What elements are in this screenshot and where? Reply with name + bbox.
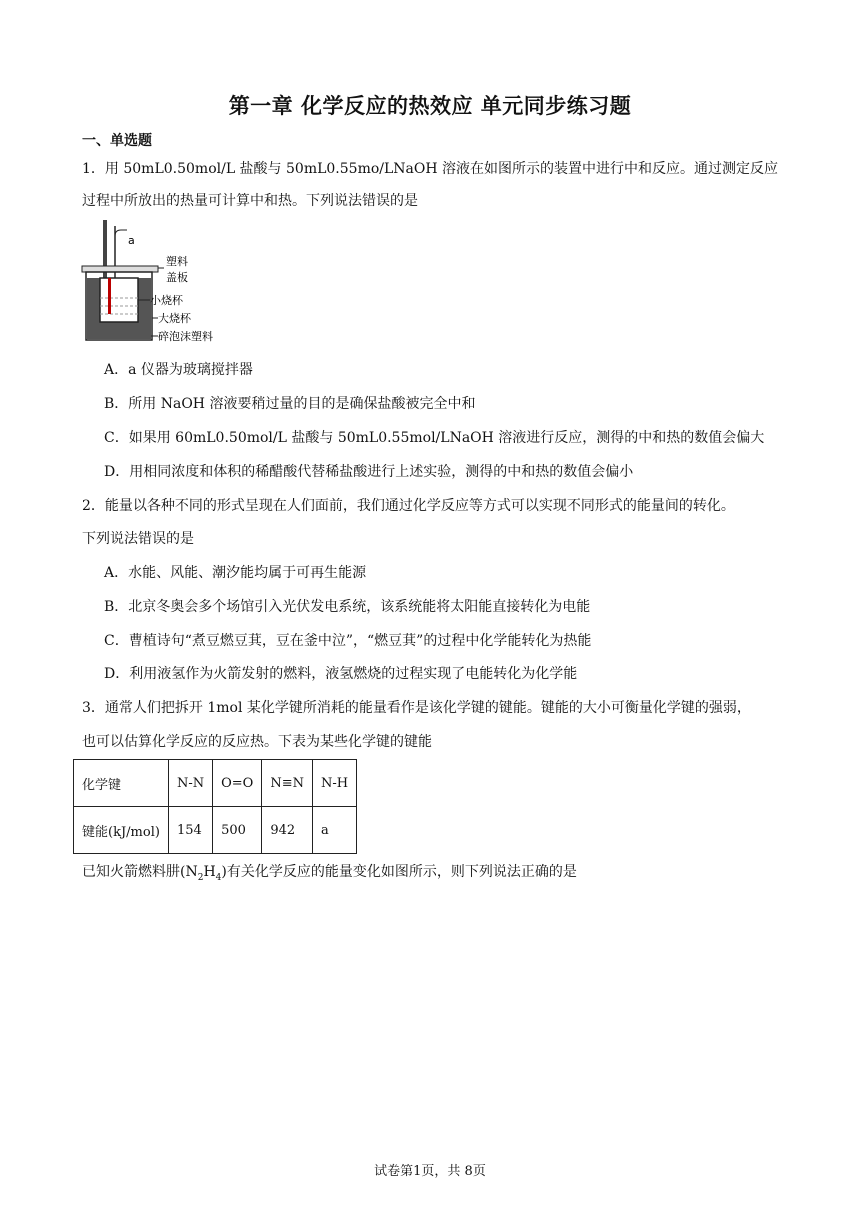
figure-label-lid2: 盖板 (166, 271, 188, 284)
q2-option-a: A．水能、风能、潮汐能均属于可再生能源 (104, 565, 367, 581)
thermometer-bulb-icon (108, 278, 111, 314)
q2-option-c: C．曹植诗句“煮豆燃豆萁，豆在釜中泣”，“燃豆萁”的过程中化学能转化为热能 (104, 633, 592, 649)
figure-label-foam: 碎泡沫塑料 (158, 330, 213, 343)
figure-label-lid1: 塑料 (166, 255, 188, 268)
q1-option-c: C．如果用 60mL0.50mol/L 盐酸与 50mL0.55mol/LNaOH 溶液进行反应，测得的中和热的数值会偏大 (104, 430, 765, 446)
q1-stem-line2: 过程中所放出的热量可计算中和热。下列说法错误的是 (82, 193, 418, 209)
figure-label-small-beaker: 小烧杯 (150, 294, 183, 307)
table-cell: 键能(kJ/mol) (74, 807, 169, 854)
section-heading: 一、单选题 (82, 133, 152, 149)
q1-option-d: D．用相同浓度和体积的稀醋酸代替稀盐酸进行上述实验，测得的中和热的数值会偏小 (104, 464, 634, 480)
figure-label-large-beaker: 大烧杯 (158, 312, 191, 325)
hydrazine-formula: $N_2H_4$ (185, 864, 222, 883)
table-cell: 154 (168, 807, 212, 854)
small-beaker-icon (100, 278, 138, 322)
table-cell: 942 (262, 807, 313, 854)
table-cell: 化学键 (74, 760, 169, 807)
q2-stem-line2: 下列说法错误的是 (82, 531, 194, 547)
table-cell: a (312, 807, 356, 854)
q2-stem-line1: 2．能量以各种不同的形式呈现在人们面前，我们通过化学反应等方式可以实现不同形式的能量间的转化。 (82, 498, 735, 514)
q3-after-table-line: 已知火箭燃料肼$(N_2H_4)$有关化学反应的能量变化如图所示，则下列说法正确的是 (82, 864, 577, 883)
table-row (74, 807, 357, 854)
table-cell: N-H (312, 760, 356, 807)
page-footer: 试卷第1页，共 8页 (374, 1164, 486, 1179)
q2-option-d: D．利用液氢作为火箭发射的燃料，液氢燃烧的过程实现了电能转化为化学能 (104, 666, 578, 682)
q1-option-a: A．a 仪器为玻璃搅拌器 (104, 362, 253, 378)
q3-stem-line1: 3．通常人们把拆开 1mol 某化学键所消耗的能量看作是该化学键的键能。键能的大小可衡量化学键的强弱， (82, 700, 751, 716)
q3-stem-line2: 也可以估算化学反应的反应热。下表为某些化学键的键能 (82, 734, 432, 750)
table-cell: 500 (213, 807, 262, 854)
page-title: 第一章 化学反应的热效应 单元同步练习题 (228, 94, 632, 118)
table-cell: N≡N (262, 760, 313, 807)
figure-label-a: a (128, 234, 135, 247)
table-cell: O=O (213, 760, 262, 807)
table-row (74, 760, 357, 807)
q1-option-b: B．所用 NaOH 溶液要稍过量的目的是确保盐酸被完全中和 (104, 396, 476, 412)
calorimeter-figure (78, 218, 228, 348)
lid-plate-icon (82, 266, 158, 272)
q2-option-b: B．北京冬奥会多个场馆引入光伏发电系统，该系统能将太阳能直接转化为电能 (104, 599, 591, 615)
q1-stem-line1: 1．用 50mL0.50mol/L 盐酸与 50mL0.55mo/LNaOH 溶液在如图所示的装置中进行中和反应。通过测定反应 (82, 161, 779, 177)
table-cell: N-N (168, 760, 212, 807)
bond-energy-table (73, 759, 357, 854)
